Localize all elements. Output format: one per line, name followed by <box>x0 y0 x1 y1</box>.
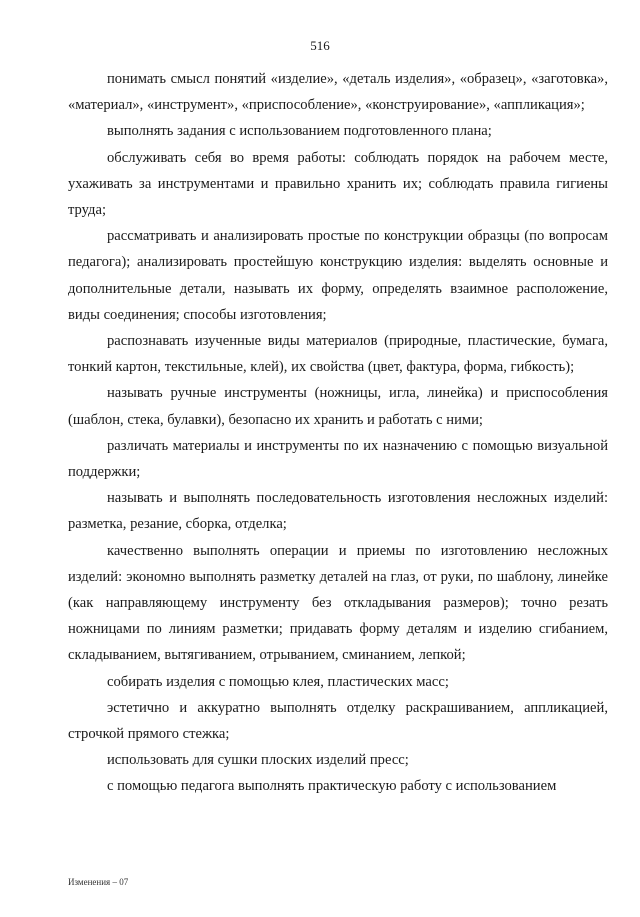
paragraph: собирать изделия с помощью клея, пластических масс; <box>107 673 449 690</box>
paragraph: эстетично и аккуратно выполнять отделку раскрашиванием, аппликацией, строчкой прямого стежка; <box>68 699 608 743</box>
paragraph: использовать для сушки плоских изделий пресс; <box>107 752 409 769</box>
paragraph: рассматривать и анализировать простые по конструкции образцы (по вопросам педагога); анализировать простейшую конструкцию изделия: выделять основные и дополнительные детали, называть их форму, определять взаимное расположение, виды соединения; способы изготовления; <box>68 228 608 323</box>
paragraph: выполнять задания с использованием подготовленного плана; <box>107 123 492 140</box>
paragraph: называть и выполнять последовательность изготовления несложных изделий: разметка, резание, сборка, отделка; <box>68 490 608 533</box>
paragraph: с помощью педагога выполнять практическую работу с использованием <box>107 778 557 795</box>
footer-note: Изменения – 07 <box>68 877 129 887</box>
paragraph: обслуживать себя во время работы: соблюдать порядок на рабочем месте, ухаживать за инструментами и правильно хранить их; соблюдать правила гигиены труда; <box>68 149 608 219</box>
paragraph: различать материалы и инструменты по их назначению с помощью визуальной поддержки; <box>68 437 608 481</box>
paragraph: качественно выполнять операции и приемы по изготовлению несложных изделий: экономно выполнять разметку деталей на глаз, от руки, по шаблону, линейке (как направляющему инструменту без откладывания размеров); точно резать ножницами по линиям разметки; придавать форму деталям и изделию сгибанием, складыванием, вытягиванием, отрыванием, сминанием, лепкой; <box>68 542 608 664</box>
paragraph: называть ручные инструменты (ножницы, игла, линейка) и приспособления (шаблон, стека, булавки), безопасно их хранить и работать с ними; <box>68 385 608 428</box>
paragraph: понимать смысл понятий «изделие», «деталь изделия», «образец», «заготовка», «материал», «инструмент», «приспособление», «конструирование», «аппликация»; <box>68 71 608 114</box>
paragraph: распознавать изученные виды материалов (природные, пластические, бумага, тонкий картон, текстильные, клей), их свойства (цвет, фактура, форма, гибкость); <box>68 333 608 376</box>
body-text <box>68 66 608 800</box>
page-number: 516 <box>310 38 330 53</box>
